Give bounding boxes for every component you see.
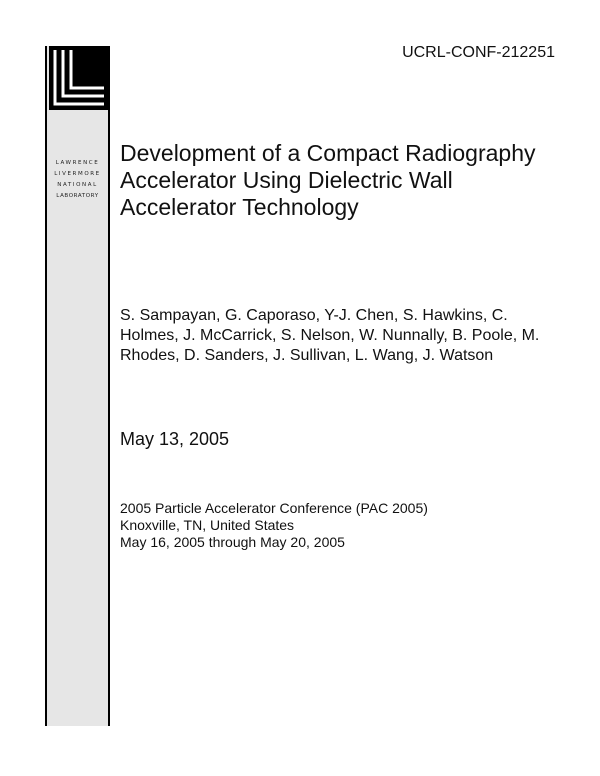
llnl-logo-icon: [49, 46, 108, 110]
lab-sidebar: [45, 46, 110, 726]
conference-dates: May 16, 2005 through May 20, 2005: [120, 534, 345, 550]
document-title: Development of a Compact Radiography Accelerator Using Dielectric Wall Accelerator Technology: [120, 140, 536, 220]
lab-name-line-2: LIVERMORE: [54, 171, 101, 177]
lab-name-line-4: LABORATORY: [56, 193, 99, 199]
document-date: May 13, 2005: [120, 429, 230, 449]
conference-location: Knoxville, TN, United States: [120, 517, 295, 533]
conference-info: [120, 500, 570, 551]
author-list: S. Sampayan, G. Caporaso, Y-J. Chen, S. Hawkins, C. Holmes, J. McCarrick, S. Nelson, W. Nunnally, B. Poole, M. Rhodes, D. Sanders, J. Sullivan, L. Wang, J. Watson: [120, 307, 540, 364]
lab-name: [47, 158, 108, 202]
conference-name: 2005 Particle Accelerator Conference (PAC 2005): [120, 500, 428, 516]
lab-name-line-3: NATIONAL: [57, 182, 98, 188]
report-number: UCRL-CONF-212251: [402, 44, 555, 61]
lab-name-line-1: LAWRENCE: [55, 160, 100, 166]
